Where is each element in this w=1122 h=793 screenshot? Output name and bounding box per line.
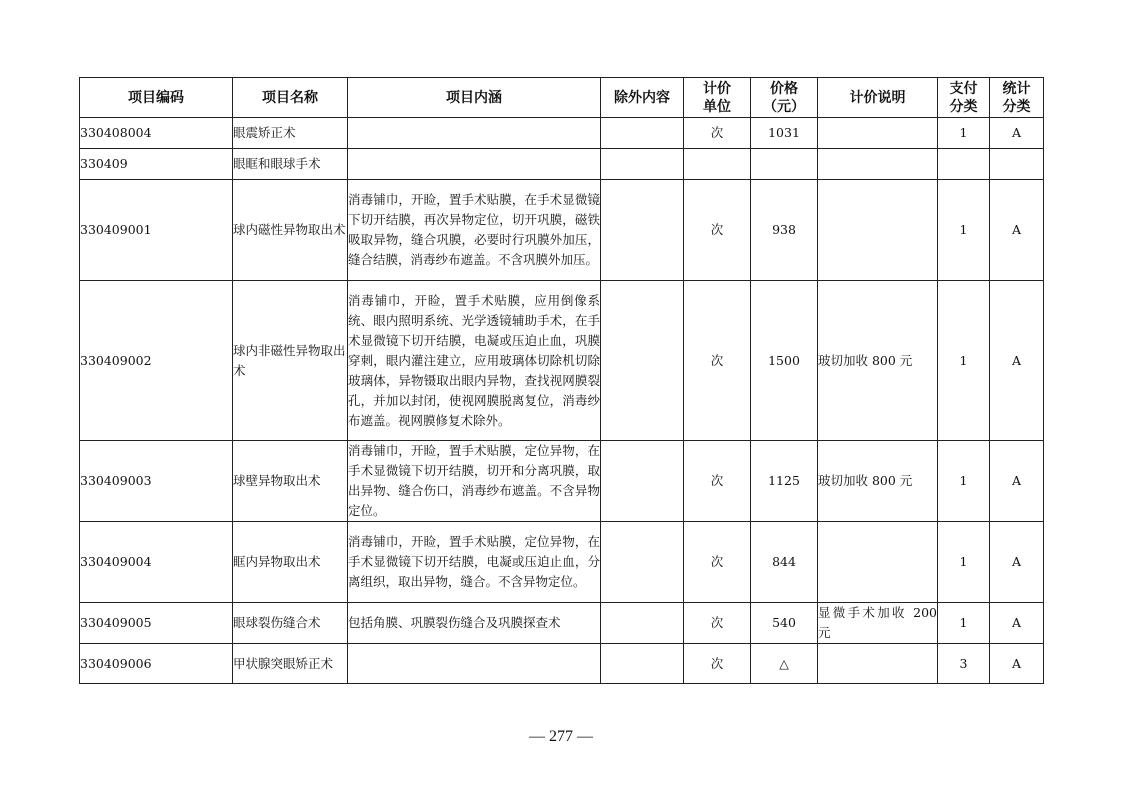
cell-note: 玻切加收 800 元 (818, 441, 938, 522)
cell-name: 眼球裂伤缝合术 (233, 603, 348, 644)
cell-excluded (601, 441, 684, 522)
cell-excluded (601, 522, 684, 603)
cell-note: 显微手术加收 200 元 (818, 603, 938, 644)
cell-code: 330409001 (80, 180, 233, 281)
cell-payment: 1 (938, 603, 990, 644)
cell-unit: 次 (684, 603, 751, 644)
cell-payment: 1 (938, 281, 990, 441)
cell-content: 消毒铺巾，开睑，置手术贴膜，应用倒像系统、眼内照明系统、光学透镜辅助手术，在手术显微镜下切开结膜，电凝或压迫止血，巩膜穿刺，眼内灌注建立，应用玻璃体切除机切除玻璃体，异物镊取出眼内异物，查找视网膜裂孔，并加以封闭，使视网膜脱离复位，消毒纱布遮盖。视网膜修复术除外。 (348, 281, 601, 441)
cell-content (348, 149, 601, 180)
cell-price: 540 (751, 603, 818, 644)
cell-excluded (601, 644, 684, 684)
cell-code: 330408004 (80, 118, 233, 149)
cell-note (818, 180, 938, 281)
cell-price: 1031 (751, 118, 818, 149)
page-number: — 277 — (529, 728, 593, 745)
cell-content: 消毒铺巾，开睑，置手术贴膜，在手术显微镜下切开结膜，再次异物定位，切开巩膜，磁铁吸取异物，缝合巩膜，必要时行巩膜外加压，缝合结膜，消毒纱布遮盖。不含巩膜外加压。 (348, 180, 601, 281)
cell-stat (990, 149, 1044, 180)
cell-unit: 次 (684, 180, 751, 281)
cell-name: 眶内异物取出术 (233, 522, 348, 603)
cell-excluded (601, 281, 684, 441)
cell-price: △ (751, 644, 818, 684)
header-pricing-note: 计价说明 (818, 78, 938, 118)
table-row (80, 180, 1044, 281)
cell-price (751, 149, 818, 180)
cell-price: 1125 (751, 441, 818, 522)
table-header-row (80, 78, 1044, 118)
table-row (80, 603, 1044, 644)
header-unit: 计价 单位 (684, 78, 751, 118)
header-content: 项目内涵 (348, 78, 601, 118)
table-row (80, 281, 1044, 441)
header-name: 项目名称 (233, 78, 348, 118)
cell-code: 330409004 (80, 522, 233, 603)
cell-note (818, 522, 938, 603)
cell-content: 包括角膜、巩膜裂伤缝合及巩膜探查术 (348, 603, 601, 644)
cell-code: 330409005 (80, 603, 233, 644)
cell-unit: 次 (684, 118, 751, 149)
cell-payment: 3 (938, 644, 990, 684)
cell-payment: 1 (938, 522, 990, 603)
cell-excluded (601, 149, 684, 180)
table-row (80, 118, 1044, 149)
cell-name: 球壁异物取出术 (233, 441, 348, 522)
cell-stat: A (990, 522, 1044, 603)
cell-unit (684, 149, 751, 180)
header-stat: 统计 分类 (990, 78, 1044, 118)
cell-price: 1500 (751, 281, 818, 441)
cell-excluded (601, 180, 684, 281)
cell-unit: 次 (684, 522, 751, 603)
cell-payment: 1 (938, 118, 990, 149)
cell-code: 330409002 (80, 281, 233, 441)
cell-note: 玻切加收 800 元 (818, 281, 938, 441)
cell-content: 消毒铺巾，开睑，置手术贴膜，定位异物，在手术显微镜下切开结膜，电凝或压迫止血，分离组织，取出异物，缝合。不含异物定位。 (348, 522, 601, 603)
cell-code: 330409006 (80, 644, 233, 684)
cell-name: 球内非磁性异物取出术 (233, 281, 348, 441)
cell-name: 眼震矫正术 (233, 118, 348, 149)
cell-note (818, 644, 938, 684)
cell-name: 球内磁性异物取出术 (233, 180, 348, 281)
header-price: 价格 （元） (751, 78, 818, 118)
cell-name: 眼眶和眼球手术 (233, 149, 348, 180)
cell-unit: 次 (684, 441, 751, 522)
table-row (80, 149, 1044, 180)
cell-excluded (601, 603, 684, 644)
cell-unit: 次 (684, 281, 751, 441)
header-excluded: 除外内容 (601, 78, 684, 118)
cell-excluded (601, 118, 684, 149)
cell-stat: A (990, 644, 1044, 684)
cell-name: 甲状腺突眼矫正术 (233, 644, 348, 684)
cell-content (348, 118, 601, 149)
header-code: 项目编码 (80, 78, 233, 118)
cell-price: 938 (751, 180, 818, 281)
cell-payment (938, 149, 990, 180)
table-row (80, 644, 1044, 684)
cell-unit: 次 (684, 644, 751, 684)
cell-content (348, 644, 601, 684)
cell-code: 330409 (80, 149, 233, 180)
table-row (80, 441, 1044, 522)
table-row (80, 522, 1044, 603)
cell-note (818, 149, 938, 180)
cell-price: 844 (751, 522, 818, 603)
cell-stat: A (990, 441, 1044, 522)
cell-stat: A (990, 180, 1044, 281)
cell-stat: A (990, 603, 1044, 644)
cell-stat: A (990, 281, 1044, 441)
cell-payment: 1 (938, 441, 990, 522)
cell-code: 330409003 (80, 441, 233, 522)
cell-payment: 1 (938, 180, 990, 281)
header-payment: 支付 分类 (938, 78, 990, 118)
cell-stat: A (990, 118, 1044, 149)
cell-content: 消毒铺巾，开睑，置手术贴膜，定位异物，在手术显微镜下切开结膜，切开和分离巩膜，取出异物、缝合伤口，消毒纱布遮盖。不含异物定位。 (348, 441, 601, 522)
cell-note (818, 118, 938, 149)
fee-schedule-table (79, 77, 1044, 684)
